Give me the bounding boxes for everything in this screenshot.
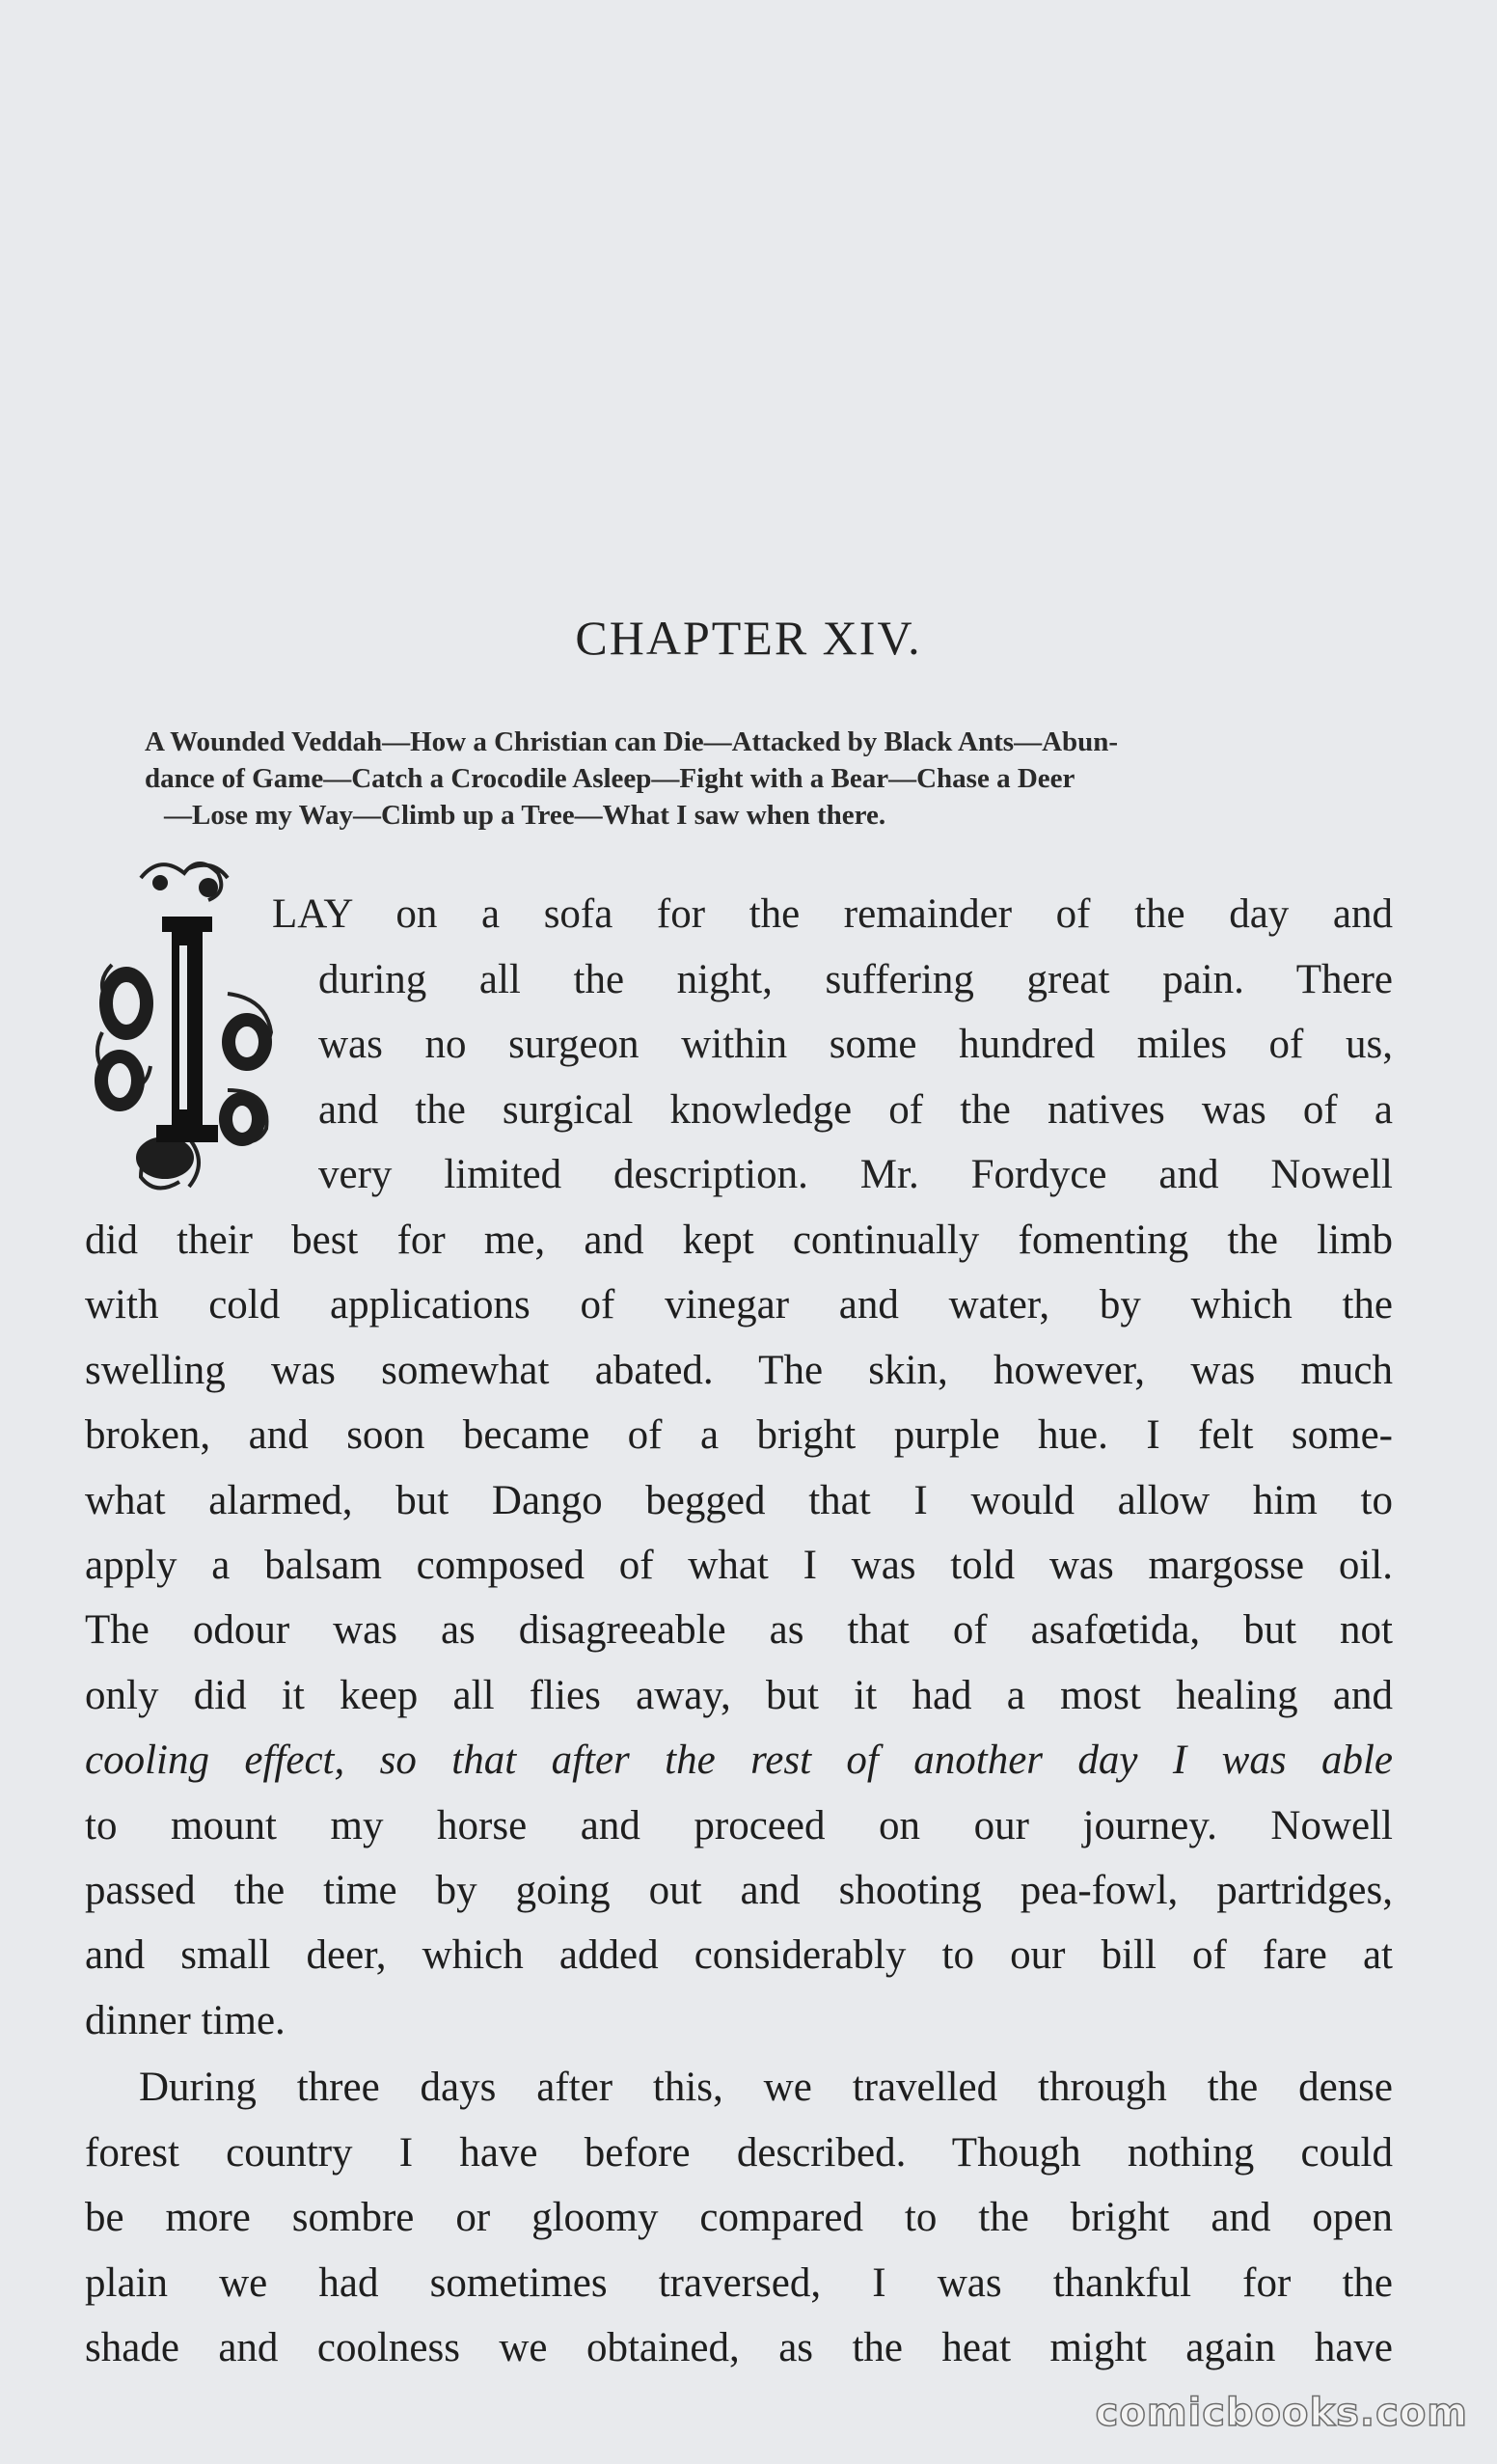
- synopsis-line: —Lose my Way—Climb up a Tree—What I saw when there.: [164, 800, 886, 831]
- ornamental-initial-icon: [83, 849, 289, 1196]
- text-line: broken, and soon became of a bright purple hue. I felt some-: [85, 1412, 1393, 1459]
- text-line: during all the night, suffering great pain. There: [318, 956, 1393, 1002]
- text-line: was no surgeon within some hundred miles of us,: [318, 1022, 1393, 1067]
- text-line: plain we had sometimes traversed, I was thankful for the: [85, 2259, 1393, 2306]
- intro-paragraph: [272, 882, 1393, 1208]
- text-line: apply a balsam composed of what I was told was margosse oil.: [85, 1543, 1393, 1589]
- body-text: [85, 1208, 1393, 2380]
- text-line: only did it keep all flies away, but it had a most healing and: [85, 1672, 1393, 1718]
- text-line: LAY on a sofa for the remainder of the day and: [272, 891, 1393, 937]
- text-line: passed the time by going out and shooting pea-fowl, partridges,: [85, 1868, 1393, 1914]
- text-line: dinner time.: [85, 1997, 286, 2043]
- site-watermark: comicbooks.com: [1095, 2391, 1468, 2435]
- text-line: cooling effect, so that after the rest of another day I was able: [85, 1738, 1393, 1784]
- text-line: swelling was somewhat abated. The skin, however, was much: [85, 1347, 1393, 1393]
- text-line: what alarmed, but Dango begged that I would allow him to: [85, 1477, 1393, 1523]
- text-line: did their best for me, and kept continually fomenting the limb: [85, 1218, 1393, 1263]
- text-line: During three days after this, we travelled through the dense: [139, 2065, 1393, 2111]
- text-line: very limited description. Mr. Fordyce and Nowell: [318, 1152, 1393, 1197]
- text-line: to mount my horse and proceed on our journey. Nowell: [85, 1802, 1393, 1848]
- text-line: The odour was as disagreeable as that of asafœtida, but not: [85, 1607, 1393, 1654]
- text-line: shade and coolness we obtained, as the heat might again have: [85, 2324, 1393, 2370]
- chapter-synopsis: [145, 724, 1399, 834]
- chapter-title: CHAPTER XIV.: [575, 611, 922, 665]
- text-line: and small deer, which added considerably to our bill of fare at: [85, 1932, 1393, 1979]
- text-line: with cold applications of vinegar and water, by which the: [85, 1282, 1393, 1328]
- text-line: and the surgical knowledge of the natives was of a: [318, 1086, 1393, 1133]
- synopsis-line: dance of Game—Catch a Crocodile Asleep—Fight with a Bear—Chase a Deer: [145, 763, 1075, 794]
- synopsis-line: A Wounded Veddah—How a Christian can Die—Attacked by Black Ants—Abun-: [145, 726, 1119, 757]
- text-line: be more sombre or gloomy compared to the bright and open: [85, 2195, 1393, 2241]
- text-line: forest country I have before described. Though nothing could: [85, 2129, 1393, 2176]
